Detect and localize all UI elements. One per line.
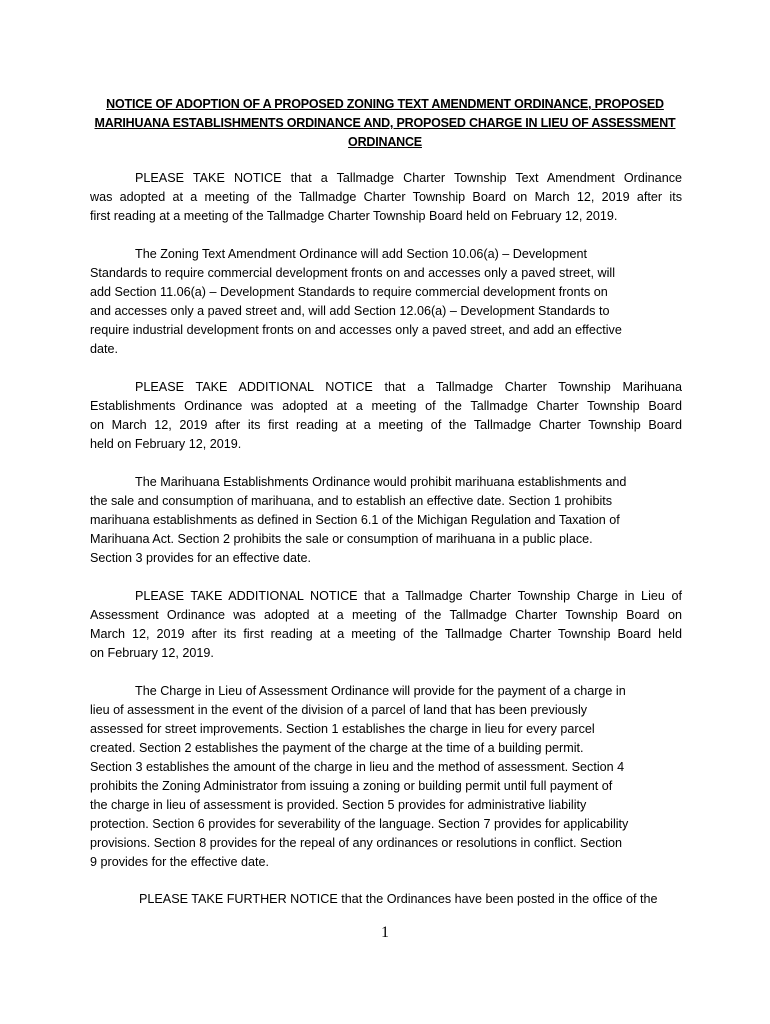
paragraph-charge-in-lieu-ordinance: [90, 682, 682, 872]
paragraph-line: held on February 12, 2019.: [90, 437, 242, 451]
paragraph-line: marihuana establishments as defined in Section 6.1 of the Michigan Regulation and Taxation of: [90, 513, 620, 527]
paragraph-zoning-text-amendment: [90, 245, 682, 359]
paragraph-line: Section 3 establishes the amount of the charge in lieu and the method of assessment. Section 4: [90, 760, 625, 774]
paragraph-line: Section 3 provides for an effective date.: [90, 551, 311, 565]
paragraph-line: Assessment Ordinance was adopted at a meeting of the Tallmadge Charter Township Board on: [90, 608, 682, 622]
paragraph-line: Marihuana Act. Section 2 prohibits the sale or consumption of marihuana in a public place.: [90, 532, 593, 546]
paragraph-line: Establishments Ordinance was adopted at a meeting of the Tallmadge Charter Township Board: [90, 399, 682, 413]
paragraph-line: the sale and consumption of marihuana, and to establish an effective date. Section 1 prohibits: [90, 494, 613, 508]
paragraph-line: provisions. Section 8 provides for the repeal of any ordinances or resolutions in conflict. Section: [90, 836, 623, 850]
paragraph-line: The Marihuana Establishments Ordinance would prohibit marihuana establishments and: [135, 475, 627, 489]
paragraph-line: March 12, 2019 after its first reading at a meeting of the Tallmadge Charter Township Board held: [90, 627, 682, 641]
paragraph-line: PLEASE TAKE ADDITIONAL NOTICE that a Tallmadge Charter Township Charge in Lieu of: [135, 589, 682, 603]
paragraph-line: PLEASE TAKE NOTICE that a Tallmadge Charter Township Text Amendment Ordinance: [135, 171, 682, 185]
page-number: 1: [381, 924, 389, 941]
notice-paragraph-charge-in-lieu: [90, 587, 682, 663]
paragraph-line: on February 12, 2019.: [90, 646, 214, 660]
paragraph-line: created. Section 2 establishes the payment of the charge at the time of a building permit.: [90, 741, 584, 755]
paragraph-line: assessed for street improvements. Section 1 establishes the charge in lieu for every parcel: [90, 722, 595, 736]
paragraph-line: The Charge in Lieu of Assessment Ordinance will provide for the payment of a charge in: [135, 684, 626, 698]
title-line: NOTICE OF ADOPTION OF A PROPOSED ZONING TEXT AMENDMENT ORDINANCE, PROPOSED: [106, 97, 664, 111]
paragraph-line: prohibits the Zoning Administrator from issuing a zoning or building permit until full payment of: [90, 779, 613, 793]
paragraph-line: the charge in lieu of assessment is provided. Section 5 provides for administrative liability: [90, 798, 587, 812]
paragraph-line: add Section 11.06(a) – Development Standards to require commercial development fronts on: [90, 285, 608, 299]
paragraph-line: date.: [90, 342, 119, 356]
title-line: ORDINANCE: [348, 135, 422, 149]
document-title: [90, 95, 680, 152]
paragraph-line: on March 12, 2019 after its first reading at a meeting of the Tallmadge Charter Township Board: [90, 418, 682, 432]
notice-paragraph-marihuana: [90, 378, 682, 454]
paragraph-line: was adopted at a meeting of the Tallmadge Charter Township Board on March 12, 2019 after its: [90, 190, 682, 204]
paragraph-line: lieu of assessment in the event of the division of a parcel of land that has been previously: [90, 703, 588, 717]
paragraph-line: Standards to require commercial development fronts on and accesses only a paved street, will: [90, 266, 616, 280]
paragraph-marihuana-ordinance: [90, 473, 682, 568]
paragraph-line: require industrial development fronts on and accesses only a paved street, and add an effective: [90, 323, 622, 337]
notice-paragraph-further: [90, 890, 682, 909]
paragraph-line: The Zoning Text Amendment Ordinance will add Section 10.06(a) – Development: [135, 247, 587, 261]
notice-paragraph-text-amendment: [90, 169, 682, 226]
paragraph-line: and accesses only a paved street and, will add Section 12.06(a) – Development Standards to: [90, 304, 610, 318]
paragraph-line: PLEASE TAKE FURTHER NOTICE that the Ordinances have been posted in the office of the: [139, 892, 658, 906]
paragraph-line: PLEASE TAKE ADDITIONAL NOTICE that a Tallmadge Charter Township Marihuana: [135, 380, 682, 394]
title-line: MARIHUANA ESTABLISHMENTS ORDINANCE AND, PROPOSED CHARGE IN LIEU OF ASSESSMENT: [94, 116, 676, 130]
paragraph-line: protection. Section 6 provides for severability of the language. Section 7 provides for applicability: [90, 817, 629, 831]
paragraph-line: first reading at a meeting of the Tallmadge Charter Township Board held on February 12, 2019.: [90, 209, 618, 223]
paragraph-line: 9 provides for the effective date.: [90, 855, 269, 869]
